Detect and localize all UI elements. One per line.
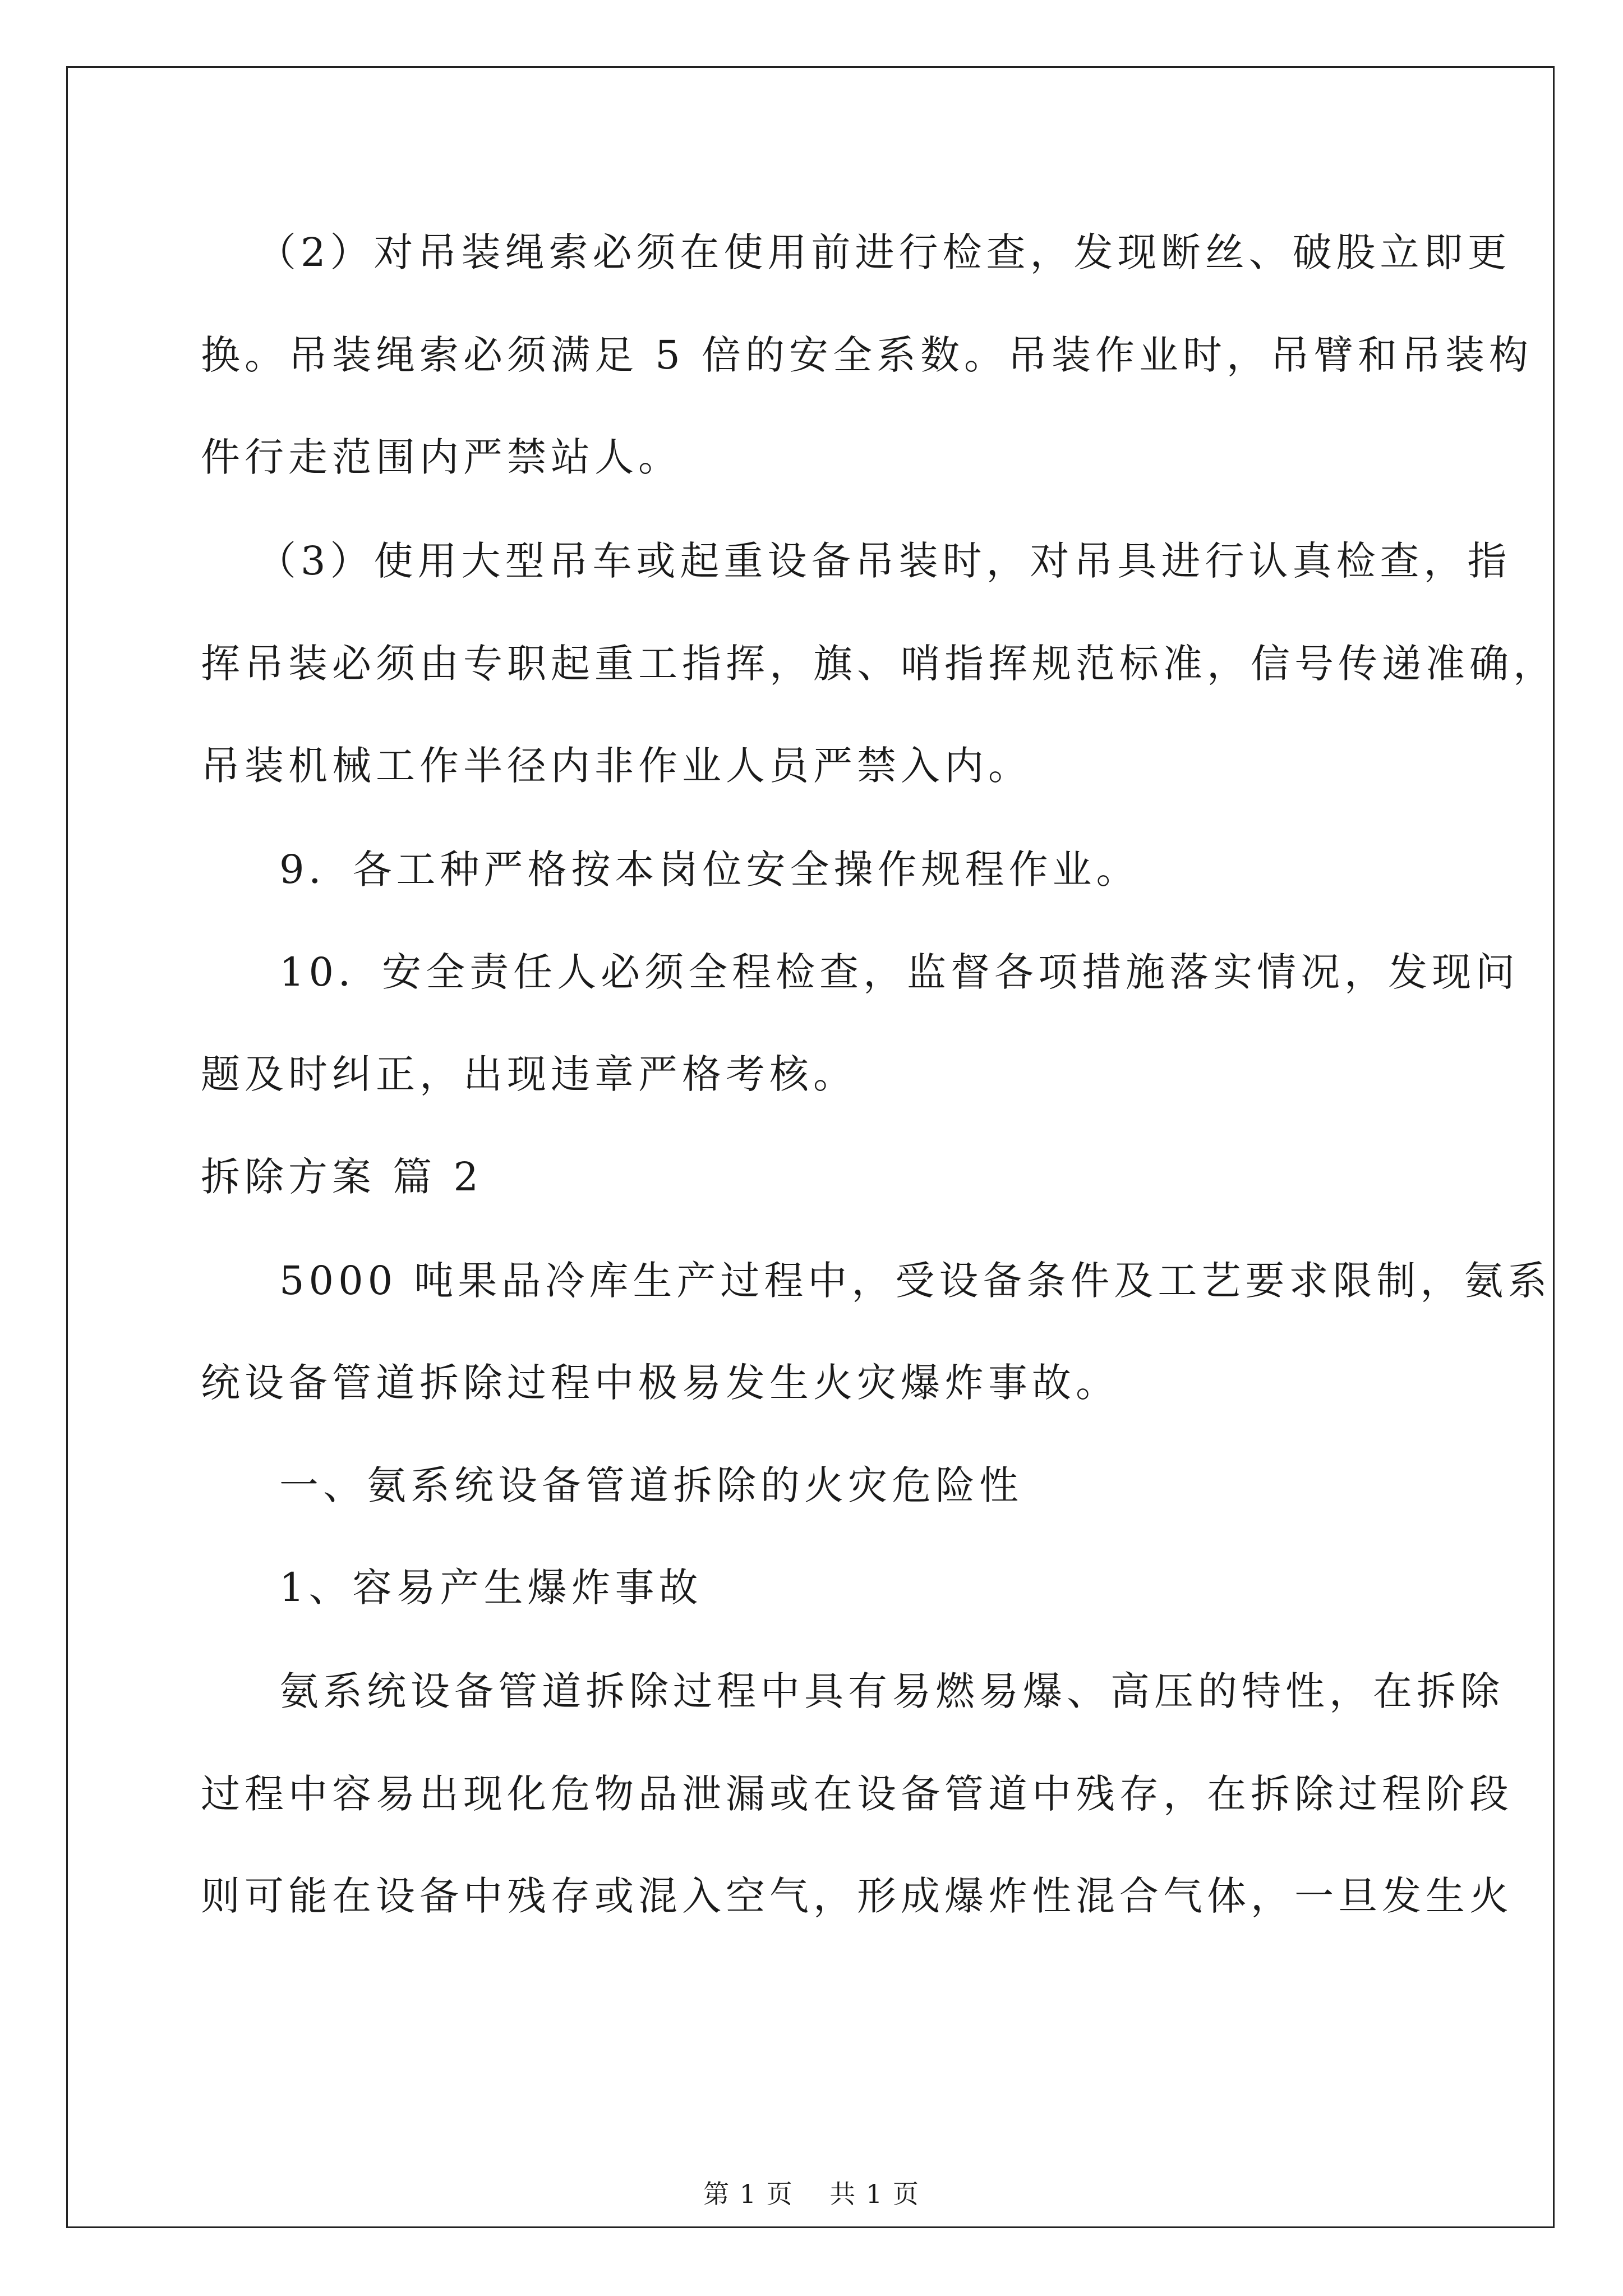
paragraph-line: 统设备管道拆除过程中极易发生火灾爆炸事故。 [201,1360,1119,1406]
paragraph-line: （2）对吊装绳索必须在使用前进行检查，发现断丝、破股立即更 [257,229,1511,275]
subheading: 一、氨系统设备管道拆除的火灾危险性 [279,1462,1023,1508]
paragraph-line: 则可能在设备中残存或混入空气，形成爆炸性混合气体，一旦发生火 [201,1873,1513,1919]
paragraph-line: 10．安全责任人必须全程检查，监督各项措施落实情况，发现问 [279,949,1520,995]
paragraph-line: 换。吊装绳索必须满足 5 倍的安全系数。吊装作业时，吊臂和吊装构 [201,332,1533,378]
paragraph-line: 过程中容易出现化危物品泄漏或在设备管道中残存，在拆除过程阶段 [201,1771,1513,1817]
paragraph-line: 9．各工种严格按本岗位安全操作规程作业。 [279,846,1140,892]
paragraph-line: 题及时纠正，出现违章严格考核。 [201,1051,857,1097]
paragraph-line: 氨系统设备管道拆除过程中具有易燃易爆、高压的特性，在拆除 [279,1668,1504,1714]
paragraph-line: 件行走范围内严禁站人。 [201,434,682,480]
paragraph-line: （3）使用大型吊车或起重设备吊装时，对吊具进行认真检查，指 [257,538,1511,584]
page-footer: 第 1 页 共 1 页 [703,2179,920,2209]
section-heading: 拆除方案 篇 2 [201,1154,483,1200]
subheading: 1、容易产生爆炸事故 [279,1565,703,1611]
paragraph-line: 5000 吨果品冷库生产过程中，受设备条件及工艺要求限制，氨系 [279,1258,1552,1304]
paragraph-line: 吊装机械工作半径内非作业人员严禁入内。 [201,743,1032,789]
paragraph-line: 挥吊装必须由专职起重工指挥，旗、哨指挥规范标准，信号传递准确， [201,641,1557,687]
